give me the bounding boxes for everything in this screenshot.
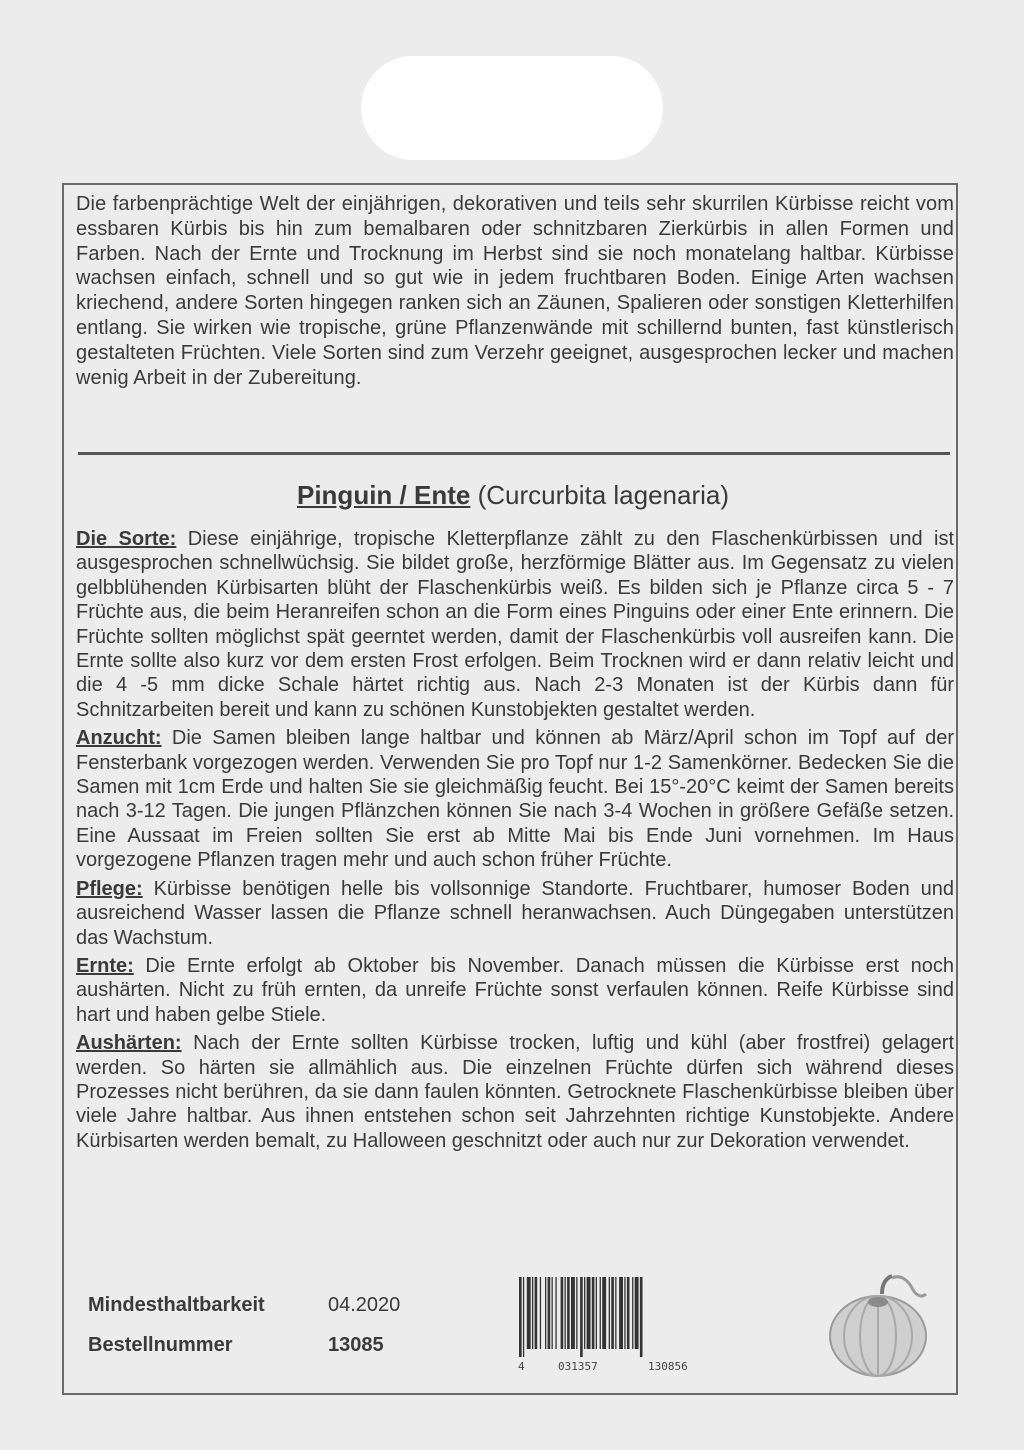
barcode-bar [619, 1277, 623, 1349]
section-anzucht [76, 726, 954, 872]
section-ernte [76, 954, 954, 1027]
barcode-bar [615, 1277, 616, 1349]
barcode-bar [548, 1277, 551, 1349]
section-text: Die Samen bleiben lange haltbar und können ab März/April schon im Topf auf der Fensterbank vorgezogen werden. Verwenden Sie pro Topf nur 1-2 Samenkörner. Bedecken Sie die Samen mit 1cm Erde und halten Sie sie gleichmäßig feucht. Bei 15°-20°C keimt der Samen bereits nach 3-12 Tagen. Die jungen Pflänzchen können Sie nach 3-4 Wochen in größere Gefäße setzen. Eine Aussaat im Freien sollten Sie erst ab Mitte Mai bis Ende Juni vornehmen. Im Haus vorgezogene Pflanzen tragen mehr und auch schon früher Früchte. [76, 727, 954, 872]
barcode-bar [576, 1277, 577, 1349]
order-row [88, 1325, 400, 1365]
barcode-bar [602, 1277, 606, 1349]
hang-hole [361, 56, 663, 160]
order-label: Bestellnummer [88, 1334, 233, 1356]
section-text: Diese einjährige, tropische Kletterpflanze zählt zu den Flaschenkürbissen und ist ausgesprochen schnellwüchsig. Sie bildet große, herzförmige Blätter aus. Im Gegensatz zu vielen gelbblühenden Kürbisarten blüht der Flaschenkürbis weiß. Es bilden sich je Pflanze circa 5 - 7 Früchte aus, die beim Heranreifen schon an die Form eines Pinguins oder einer Ente erinnern. Die Früchte sollten möglichst spät geerntet werden, damit der Flaschenkürbis voll ausreifen kann. Die Ernte sollte also kurz vor dem ersten Frost erfolgen. Beim Trocknen wird er dann relativ leicht und die 4 -5 mm dicke Schale härtet richtig aus. Nach 2-3 Monaten ist der Kürbis dann für Schnitzarbeiten bereit und kann zu schönen Kunstobjekten gestaltet werden. [76, 528, 955, 721]
barcode-group-left: 031357 [558, 1360, 598, 1373]
barcode-bar [535, 1277, 538, 1349]
section-label: Die Sorte: [76, 528, 177, 550]
intro-paragraph: Die farbenprächtige Welt der einjährigen, dekorativen und teils sehr skurrilen Kürbisse reicht vom essbaren Kürbis bis hin zum bemalbaren oder schnitzbaren Zierkürbis in allen Formen und Farben. Nach der Ernte und Trocknung im Herbst sind sie noch monatelang haltbar. Kürbisse wachsen einfach, schnell und so gut wie in jedem fruchtbaren Boden. Einige Arten wachsen kriechend, andere Sorten hingegen ranken sich an Zäunen, Spalieren oder sonstigen Kletterhilfen entlang. Sie wirken wie tropische, grüne Pflanzenwände mit schillernd bunten, fast künstlerisch gestalteten Früchten. Viele Sorten sind zum Verzehr geeignet, ausgesprochen lecker und machen wenig Arbeit in der Zubereitung. [76, 193, 954, 389]
product-title [76, 478, 950, 512]
section-text: Nach der Ernte sollten Kürbisse trocken, luftig und kühl (aber frostfrei) gelagert werden. So härten sie allmählich aus. Die einzelnen Früchte dürfen sich während dieses Prozesses nicht berühren, da sie dann faulen könnten. Getrocknete Flaschenkürbisse bleiben über viele Jahre haltbar. Aus ihnen entstehen schon seit Jahrzehnten richtige Kunstobjekte. Andere Kürbisarten werden bemalt, zu Halloween geschnitzt oder auch nur zur Dekoration verwendet. [76, 1032, 955, 1152]
barcode-bar [584, 1277, 585, 1349]
section-pflege [76, 877, 954, 950]
section-aushaerten [76, 1031, 954, 1153]
product-meta [88, 1285, 400, 1365]
barcode-bar [552, 1277, 553, 1349]
section-label: Anzucht: [76, 727, 162, 750]
section-text: Kürbisse benötigen helle bis vollsonnige Standorte. Fruchtbarer, humoser Boden und ausreichend Wasser lassen die Pflanze schnell heranwachsen. Auch Düngegaben unterstützen das Wachstum. [76, 877, 954, 949]
barcode-bar [540, 1277, 541, 1349]
order-value: 13085 [328, 1334, 384, 1356]
barcode-bar [624, 1277, 625, 1349]
barcode-bar [555, 1277, 556, 1349]
barcode-bar [561, 1277, 564, 1349]
barcode-bar [523, 1277, 524, 1357]
barcode-bar [571, 1277, 575, 1349]
barcode-icon [515, 1277, 725, 1357]
section-label: Aushärten: [76, 1032, 182, 1055]
product-latin-name: (Curcurbita lagenaria) [477, 480, 730, 510]
divider-rule [78, 452, 950, 455]
barcode-bar [587, 1277, 591, 1349]
section-text: Die Ernte erfolgt ab Oktober bis November. Danach müssen die Kürbisse erst noch aushärten. Nicht zu früh ernten, da unreife Früchte sonst verfaulen können. Reife Kürbisse sind hart und haben gelbe Stiele. [76, 954, 955, 1026]
section-sorte [76, 527, 954, 722]
barcode-bar [567, 1277, 570, 1349]
barcode-bar [532, 1277, 533, 1349]
barcode-bar [519, 1277, 522, 1357]
section-label: Pflege: [76, 877, 143, 900]
barcode-bar [580, 1277, 583, 1357]
barcode-bar [592, 1277, 595, 1349]
barcode-bar [640, 1277, 643, 1357]
description-sections [76, 527, 954, 1157]
barcode-bar [627, 1277, 630, 1349]
barcode-bar [545, 1277, 546, 1349]
pumpkin-icon [826, 1272, 930, 1378]
barcode-bar [635, 1277, 639, 1349]
expiry-value: 04.2020 [328, 1294, 401, 1316]
barcode-bar [565, 1277, 566, 1349]
barcode-bar [609, 1277, 610, 1349]
barcode-bar [527, 1277, 531, 1349]
barcode-bar [596, 1277, 597, 1349]
barcode-bar [611, 1277, 614, 1349]
barcode-digit-first: 4 [518, 1360, 525, 1373]
section-label: Ernte: [76, 954, 134, 977]
barcode-bar [632, 1277, 633, 1349]
barcode-bar [600, 1277, 601, 1349]
product-name: Pinguin / Ente [296, 480, 471, 510]
expiry-row [88, 1285, 400, 1325]
barcode-group-right: 130856 [648, 1360, 688, 1373]
expiry-label: Mindesthaltbarkeit [88, 1294, 265, 1316]
